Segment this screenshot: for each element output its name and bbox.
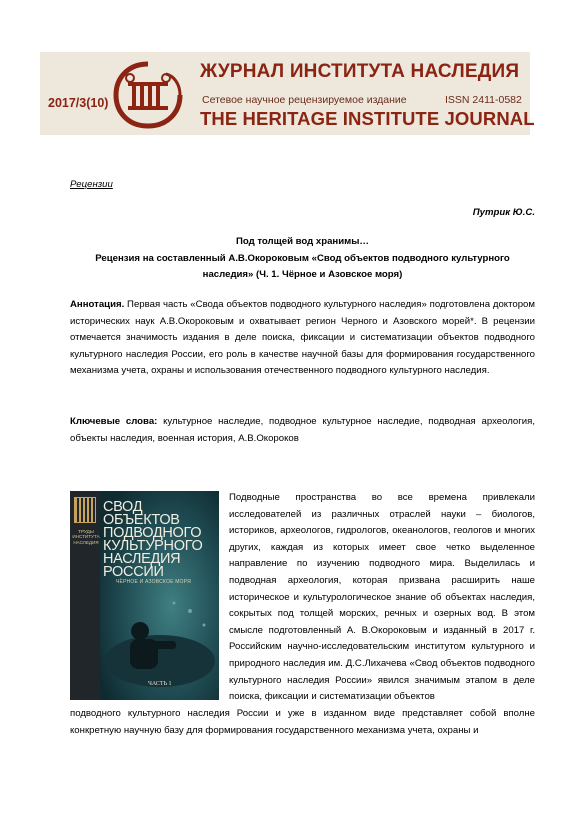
article-author: Путрик Ю.С. <box>472 207 535 218</box>
cover-ornament-icon <box>74 497 96 523</box>
keywords-label: Ключевые слова: <box>70 416 158 427</box>
article-title <box>70 234 535 284</box>
body-paragraph-wrap: Подводные пространства во все времена привлекали исследователей из различных отраслей науки – биологов, историков, археологов, гидрологов, океанологов, геологов и многих других, каждая из которых имеет свое четко выделенное направление по изучению подводного мира. Выделилась и подводная археология, которая призвана расширить наше историческое и культурологическое знание об объектах наследия, сокрытых под толщей морских, речных и озерных вод. В этом смысле подготовленный А. В.Окороковым и изданный в 2017 г. Российским научно-исследовательским институтом культурного и природного наследия им. Д.С.Лихачева «Свод объектов подводного культурного наследия России» явился значимым этапом в деле поиска, фиксации и систематизации объектов <box>229 492 535 703</box>
journal-subtitle: Сетевое научное рецензируемое издание <box>202 94 407 106</box>
cover-part: ЧАСТЬ 1 <box>148 681 172 687</box>
title-line: Под толщей вод хранимы… <box>235 236 370 247</box>
journal-banner <box>40 52 535 135</box>
section-label: Рецензии <box>70 179 113 190</box>
keywords-text: культурное наследие, подводное культурное наследие, подводная археология, объекты наследия, военная история, А.В.Окороков <box>70 416 535 444</box>
issue-number: 2017/3(10) <box>48 96 109 110</box>
journal-title-en: THE HERITAGE INSTITUTE JOURNAL <box>200 108 535 129</box>
keywords <box>70 414 535 447</box>
annotation-label: Аннотация. <box>70 299 125 310</box>
title-line: наследия» (Ч. 1. Чёрное и Азовское моря) <box>202 269 403 280</box>
cover-subtitle: ЧЁРНОЕ И АЗОВСКОЕ МОРЯ <box>116 579 191 585</box>
journal-issn: ISSN 2411-0582 <box>445 94 522 106</box>
journal-title-ru: ЖУРНАЛ ИНСТИТУТА НАСЛЕДИЯ <box>200 61 520 82</box>
title-line: Рецензия на составленный А.В.Окороковым «Свод объектов подводного культурного <box>95 252 510 264</box>
cover-spine-band <box>70 491 100 700</box>
book-cover-image <box>70 491 219 700</box>
body-paragraph-continued: подводного культурного наследия России и уже в изданном виде представляет собой вполне конкретную научную базу для формирования государственного механизма учета, охраны и <box>70 708 535 736</box>
cover-title: СВОД ОБЪЕКТОВ ПОДВОДНОГО КУЛЬТУРНОГО НАСЛЕДИЯ РОССИИ <box>103 499 203 580</box>
cover-series: ТРУДЫ ИНСТИТУТА НАСЛЕДИЯ <box>72 529 100 545</box>
annotation-text: Первая часть «Свода объектов подводного культурного наследия» подготовлена доктором исторических наук А.В.Окороковым и охватывает регион Черного и Азовского морей*. В рецензии отмечается значимость издания в деле поиска, фиксации и систематизации объектов подводного культурного наследия России, его роль в качестве научной базы для формирования государственного механизма учета, охраны и использования отечественного подводного культурного наследия. <box>70 299 535 377</box>
heritage-logo-icon <box>110 60 186 130</box>
annotation <box>70 297 535 380</box>
